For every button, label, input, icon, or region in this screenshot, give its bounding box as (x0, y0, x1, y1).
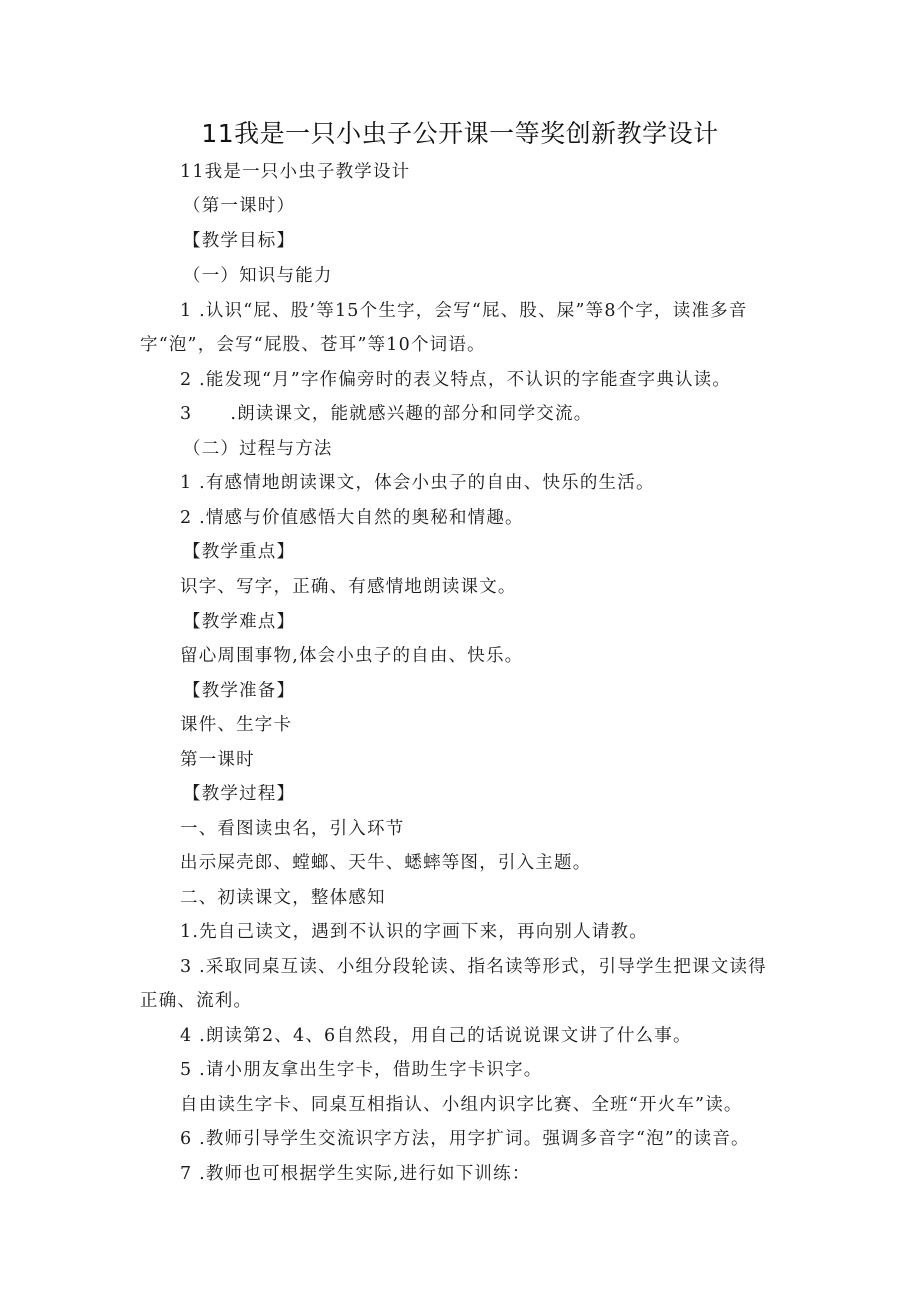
paragraph-line: 3 .采取同桌互读、小组分段轮读、指名读等形式，引导学生把课文读得 (180, 957, 767, 977)
paragraph-line: 二、初读课文，整体感知 (180, 888, 386, 908)
paragraph-line: 正确、流利。 (140, 991, 253, 1011)
paragraph-line: 2 .情感与价值感悟大自然的奥秘和情趣。 (180, 508, 524, 528)
section-heading-goals: 【教学目标】 (183, 231, 296, 251)
paragraph-line: 第一课时 (180, 750, 255, 770)
subsection-heading: （二）过程与方法 (183, 439, 333, 459)
section-heading-difficulty: 【教学难点】 (183, 612, 296, 632)
list-number: 3 (180, 404, 193, 424)
lesson-period: （第一课时） (183, 196, 296, 216)
paragraph-line (180, 402, 592, 426)
paragraph-line: 4 .朗读第2、4、6自然段，用自己的话说说课文讲了什么事。 (180, 1026, 692, 1046)
paragraph-line: 1 .有感情地朗读课文，体会小虫子的自由、快乐的生活。 (180, 473, 655, 493)
paragraph-line: 字“泡”，会写“屁股、苍耳”等10个词语。 (140, 335, 486, 355)
paragraph-line: 自由读生字卡、同桌互相指认、小组内识字比赛、全班“开火车”读。 (180, 1095, 743, 1115)
paragraph-line: 留心周围事物,体会小虫子的自由、快乐。 (180, 646, 524, 666)
paragraph-line: 5 .请小朋友拿出生字卡，借助生字卡识字。 (180, 1060, 543, 1080)
paragraph-line: 1 .认识“屁、股’等15个生字，会写“屁、股、屎”等8个字，读准多音 (180, 301, 748, 321)
subtitle-line: 11我是一只小虫子教学设计 (180, 162, 411, 182)
section-heading-process: 【教学过程】 (183, 784, 296, 804)
paragraph-line: 2 .能发现“月”字作偏旁时的表义特点，不认识的字能查字典认读。 (180, 370, 732, 390)
paragraph-line: 出示屎壳郎、螳螂、天牛、蟋蟀等图，引入主题。 (180, 853, 592, 873)
section-heading-focus: 【教学重点】 (183, 542, 296, 562)
paragraph-line: 识字、写字，正确、有感情地朗读课文。 (180, 577, 517, 597)
paragraph-line: 6 .教师引导学生交流识字方法，用字扩词。强调多音字“泡”的读音。 (180, 1129, 750, 1149)
document-title: 11我是一只小虫子公开课一等奖创新教学设计 (201, 119, 719, 148)
paragraph-line: 课件、生字卡 (180, 715, 293, 735)
list-text: .朗读课文，能就感兴趣的部分和同学交流。 (230, 404, 593, 424)
paragraph-line: 1.先自己读文，遇到不认识的字画下来，再向别人请教。 (180, 922, 648, 942)
subsection-heading: （一）知识与能力 (183, 266, 333, 286)
section-heading-preparation: 【教学准备】 (183, 681, 296, 701)
paragraph-line: 一、看图读虫名，引入环节 (180, 819, 405, 839)
paragraph-line: 7 .教师也可根据学生实际,进行如下训练： (180, 1164, 531, 1184)
